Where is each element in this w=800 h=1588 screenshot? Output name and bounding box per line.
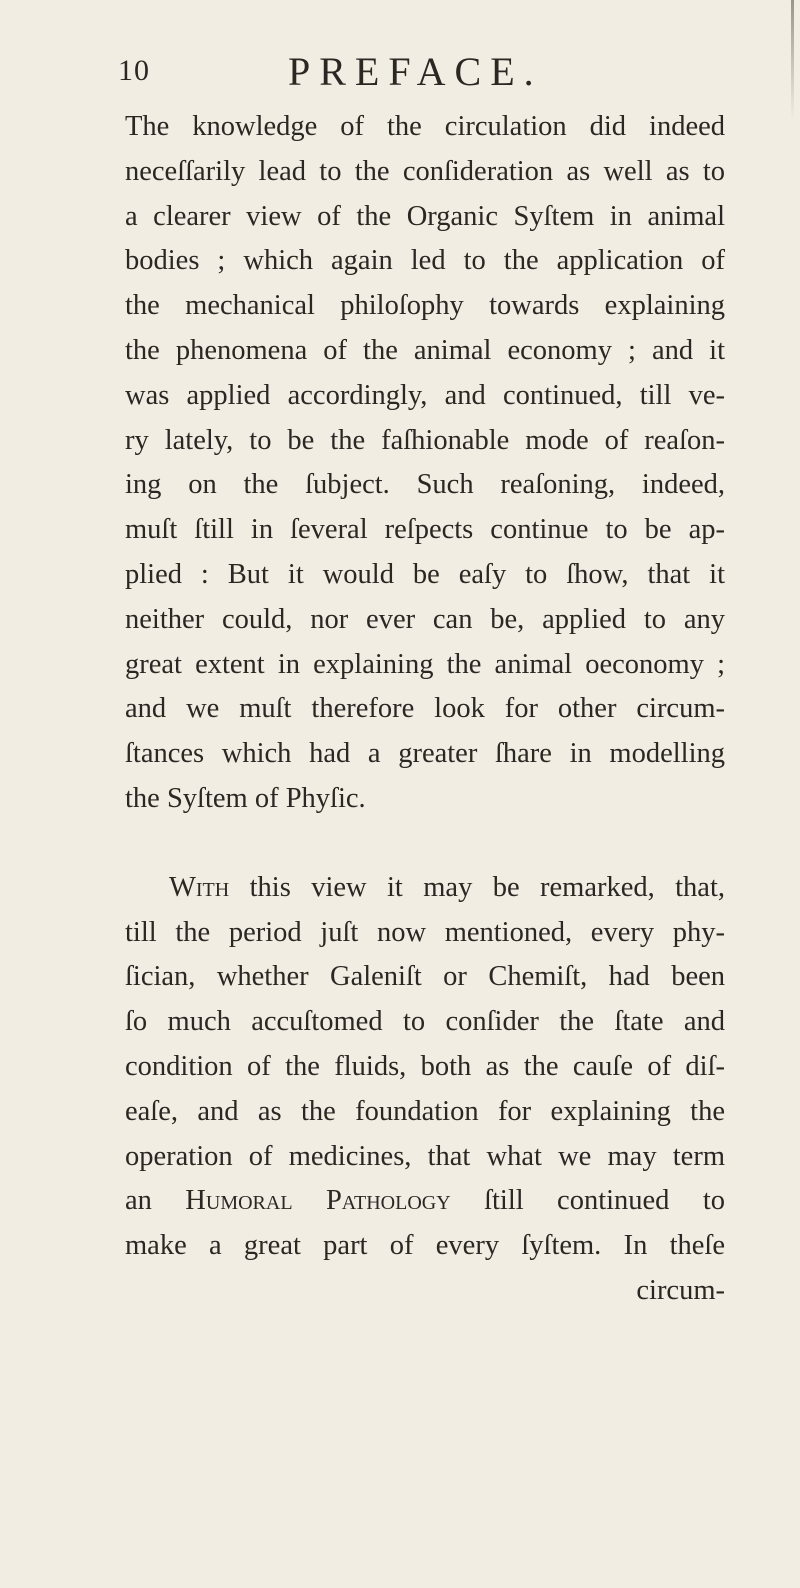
text-line: ſo much accuſtomed to conſider the ſtate and bbox=[125, 1006, 725, 1038]
text-line: ſtances which had a greater ſhare in modelling bbox=[125, 738, 725, 770]
text-line: neither could, nor ever can be, applied to any bbox=[125, 603, 725, 635]
page-edge-shadow bbox=[791, 0, 794, 120]
text-line: ry lately, to be the faſhionable mode of reaſon- bbox=[125, 424, 725, 456]
body-text bbox=[125, 105, 725, 1314]
text-line: The knowledge of the circulation did indeed bbox=[125, 111, 725, 142]
text-line: operation of medicines, that what we may term bbox=[125, 1140, 725, 1172]
emphasized-term: Humoral Pathology bbox=[185, 1185, 451, 1217]
paragraph-2 bbox=[125, 866, 725, 1314]
text-line: ing on the ſubject. Such reaſoning, indeed, bbox=[125, 469, 725, 501]
text-line: plied : But it would be eaſy to ſhow, that it bbox=[125, 558, 725, 590]
text-line: the phenomena of the animal economy ; and it bbox=[125, 334, 725, 366]
page-number: 10 bbox=[118, 54, 150, 87]
text-line: till the period juſt now mentioned, every phy- bbox=[125, 916, 725, 948]
text-line: muſt ſtill in ſeveral reſpects continue to be ap- bbox=[125, 514, 725, 546]
text-line: great extent in explaining the animal oeconomy ; bbox=[125, 648, 725, 680]
text-line: make a great part of every ſyſtem. In theſe bbox=[125, 1230, 725, 1262]
running-head: PREFACE. bbox=[288, 49, 543, 94]
lead-words: With bbox=[169, 871, 230, 903]
text-line bbox=[125, 866, 725, 911]
text-line: condition of the fluids, both as the cauſe of diſ- bbox=[125, 1050, 725, 1082]
text-line: the Syſtem of Phyſic. bbox=[125, 782, 366, 814]
text-line: ſician, whether Galeniſt or Chemiſt, had been bbox=[125, 961, 725, 993]
text-fragment: this view it may be remarked, that, bbox=[229, 871, 725, 903]
text-line: eaſe, and as the foundation for explaining the bbox=[125, 1095, 725, 1127]
text-line: bodies ; which again led to the application of bbox=[125, 245, 725, 277]
paragraph-gap bbox=[125, 822, 725, 866]
text-line: neceſſarily lead to the conſideration as well as to bbox=[125, 155, 725, 187]
paragraph-1 bbox=[125, 105, 725, 822]
page-header bbox=[118, 48, 678, 96]
catchword: circum- bbox=[636, 1274, 725, 1306]
text-fragment: ſtill continued to bbox=[450, 1185, 725, 1217]
text-line: was applied accordingly, and continued, till ve- bbox=[125, 379, 725, 411]
text-line: a clearer view of the Organic Syſtem in animal bbox=[125, 200, 725, 232]
text-line: the mechanical philoſophy towards explaining bbox=[125, 290, 725, 322]
text-line: and we muſt therefore look for other circum- bbox=[125, 693, 725, 725]
text-fragment: an bbox=[125, 1185, 186, 1217]
text-line bbox=[125, 1179, 725, 1224]
